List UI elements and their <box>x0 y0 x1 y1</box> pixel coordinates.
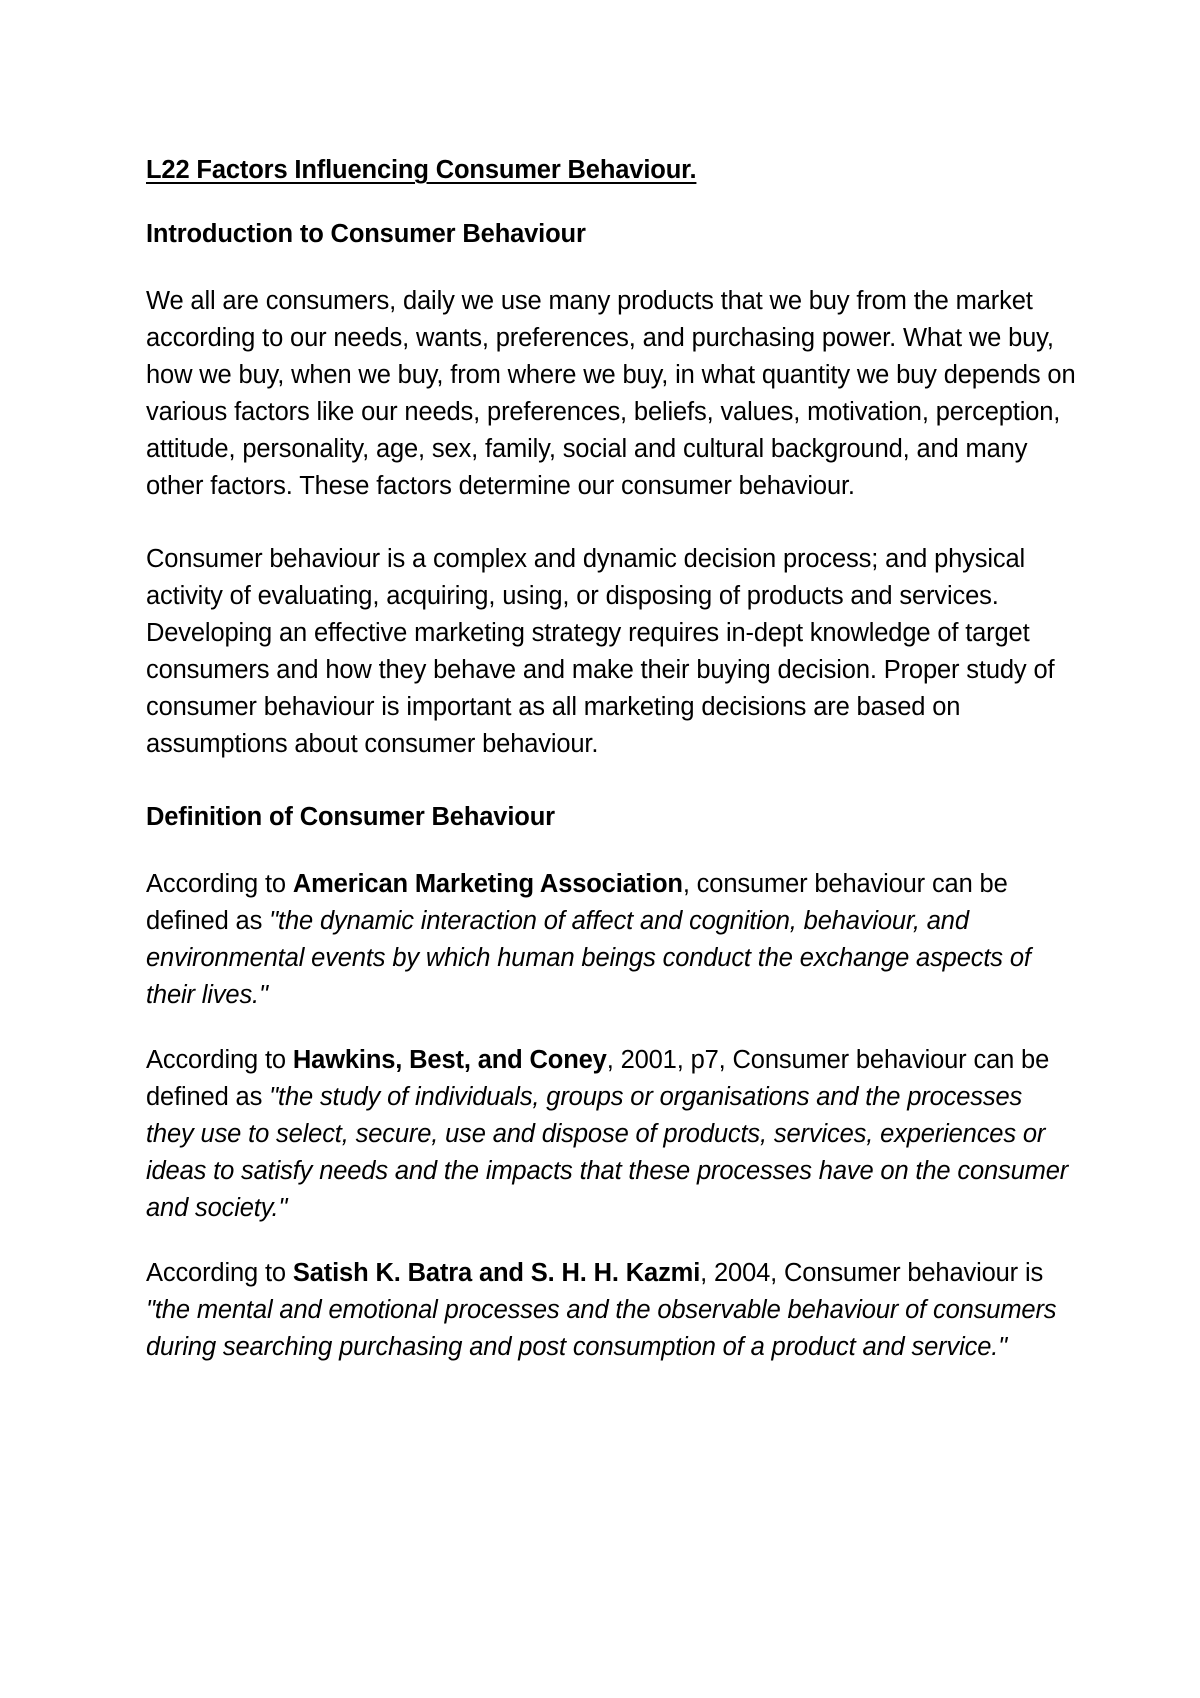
intro-paragraph-1: We all are consumers, daily we use many products that we buy from the market according to our needs, wants, preferences, and purchasing power. What we buy, how we buy, when we buy, from where we buy, in what quantity we buy depends on various factors like our needs, preferences, beliefs, values, motivation, perception, attitude, personality, age, sex, family, social and cultural background, and many other factors. These factors determine our consumer behaviour. <box>146 287 1076 500</box>
definition-lead: According to <box>146 1046 293 1074</box>
section-heading-introduction: Introduction to Consumer Behaviour <box>146 220 586 248</box>
definition-quote: "the dynamic interaction of affect and cognition, behaviour, and environmental events by which human beings conduct the exchange aspects of their lives." <box>146 907 1031 1009</box>
definition-quote: "the study of individuals, groups or organisations and the processes they use to select, secure, use and dispose of products, services, experiences or ideas to satisfy needs and the impacts that these processes have on the consumer and society." <box>146 1083 1069 1222</box>
definition-middle: , consumer behaviour can be defined as <box>146 870 1008 935</box>
definition-middle: , 2001, p7, Consumer behaviour can be defined as <box>146 1046 1050 1111</box>
section-heading-definition: Definition of Consumer Behaviour <box>146 803 555 831</box>
intro-paragraph-2: Consumer behaviour is a complex and dynamic decision process; and physical activity of evaluating, acquiring, using, or disposing of products and services. Developing an effective marketing strategy requires in-dept knowledge of target consumers and how they behave and make their buying decision. Proper study of consumer behaviour is important as all marketing decisions are based on assumptions about consumer behaviour. <box>146 545 1055 758</box>
definition-paragraph <box>146 1042 1076 1227</box>
definition-paragraph <box>146 1255 1076 1366</box>
definition-lead: According to <box>146 870 293 898</box>
document-body <box>146 152 1076 1366</box>
definition-author: American Marketing Association <box>292 870 683 898</box>
definition-author: Hawkins, Best, and Coney <box>292 1046 607 1074</box>
document-title: L22 Factors Influencing Consumer Behaviour. <box>146 156 697 184</box>
definition-paragraph <box>146 866 1076 1014</box>
definition-quote: "the mental and emotional processes and the observable behaviour of consumers during searching purchasing and post consumption of a product and service." <box>146 1296 1057 1361</box>
definition-middle: , 2004, Consumer behaviour is <box>700 1259 1044 1287</box>
definition-lead: According to <box>146 1259 293 1287</box>
definition-author: Satish K. Batra and S. H. H. Kazmi <box>292 1259 701 1287</box>
